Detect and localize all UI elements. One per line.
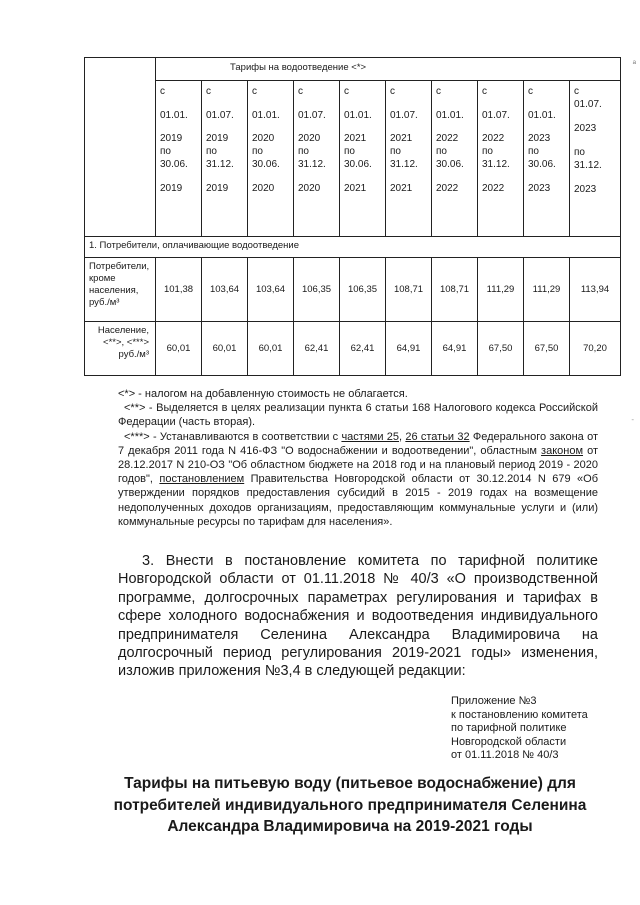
resolution-link[interactable]: постановлением xyxy=(159,473,245,486)
regional-law-link[interactable]: законом xyxy=(541,444,584,457)
footnote-1: <*> - налогом на добавленную стоимость не облагается. xyxy=(118,388,408,400)
period-cell: с 01.01. 2019 по 30.06. 2019 xyxy=(156,81,202,237)
footnote-2: <**> - Выделяется в целях реализации пункта 6 статьи 168 Налогового кодекса Российской Федерации (часть вторая). xyxy=(118,402,598,429)
period-row xyxy=(85,81,621,237)
period-cell: с 01.01. 2021 по 30.06. 2021 xyxy=(340,81,386,237)
value-cell: 101,38 xyxy=(156,258,202,322)
value-cell: 67,50 xyxy=(524,322,570,376)
value-cell: 67,50 xyxy=(478,322,524,376)
value-cell: 103,64 xyxy=(202,258,248,322)
appendix-line: к постановлению комитета xyxy=(451,708,588,721)
document-title xyxy=(100,773,600,838)
value-cell: 103,64 xyxy=(248,258,294,322)
value-cell: 106,35 xyxy=(340,258,386,322)
value-cell: 108,71 xyxy=(386,258,432,322)
section-label: 1. Потребители, оплачивающие водоотведение xyxy=(85,237,621,258)
value-cell: 111,29 xyxy=(478,258,524,322)
value-cell: 62,41 xyxy=(294,322,340,376)
table-row xyxy=(85,258,621,322)
margin-mark: - xyxy=(631,415,634,424)
title-line: потребителей индивидуального предпринимателя Селенина xyxy=(113,796,587,814)
title-line: Тарифы на питьевую воду (питьевое водоснабжение) для xyxy=(124,775,576,792)
value-cell: 60,01 xyxy=(202,322,248,376)
blank-corner-cell xyxy=(85,58,156,237)
appendix-line: по тарифной политике xyxy=(451,722,567,735)
period-cell: с 01.01. 2022 по 30.06. 2022 xyxy=(432,81,478,237)
law-link-parts-25[interactable]: частями 25 xyxy=(341,430,400,443)
appendix-line: Новгородской области xyxy=(451,735,567,748)
value-cell: 108,71 xyxy=(432,258,478,322)
appendix-note xyxy=(451,695,588,763)
period-cell: с 01.01. 2023 по 30.06. 2023 xyxy=(524,81,570,237)
value-cell: 64,91 xyxy=(386,322,432,376)
value-cell: 62,41 xyxy=(340,322,386,376)
value-cell: 106,35 xyxy=(294,258,340,322)
value-cell: 60,01 xyxy=(156,322,202,376)
title-line: Александра Владимировича на 2019-2021 годы xyxy=(167,818,533,835)
value-cell: 64,91 xyxy=(432,322,478,376)
tariff-table xyxy=(84,57,621,376)
row-label: Население, <**>, <***> руб./м³ xyxy=(85,322,156,376)
value-cell: 113,94 xyxy=(570,258,621,322)
appendix-line: от 01.11.2018 № 40/3 xyxy=(451,749,559,762)
value-cell: 111,29 xyxy=(524,258,570,322)
value-cell: 60,01 xyxy=(248,322,294,376)
footnote-3: <***> - Устанавливаются в соответствии с частями 25, 26 статьи 32 Федерального закона от 7 декабря 2011 года N 416-ФЗ "О водоснабжении и водоотведении", областным законом от 28.12.2017 N 210-ОЗ "Об областном бюджете на 2018 год и на плановый период 2019 - 2020 годов", постановлением Правительства Новгородской области от 30.12.2014 N 679 «Об утверждении порядков предоставления субсидий в 2015 - 2019 годах на возмещение недополученных доходов организациям, предоставляющим коммунальные услуги и (или) коммунальные ресурсы по тарифам для населения». xyxy=(118,430,598,528)
period-cell: с 01.07. 2021 по 31.12. 2021 xyxy=(386,81,432,237)
table-header-title: Тарифы на водоотведение <*> xyxy=(156,58,621,81)
footnotes xyxy=(118,387,598,529)
row-label: Потребители, кроме населения, руб./м³ xyxy=(85,258,156,322)
table-row xyxy=(85,322,621,376)
amendment-paragraph: 3. Внести в постановление комитета по тарифной политике Новгородской области от 01.11.2018 № 40/3 «О производственной программе, долгосрочных параметрах регулирования и тарифах в сфере холодного водоснабжения и водоотведения индивидуального предпринимателя Селенина Александра Владимировича на долгосрочный период регулирования 2019-2021 годы» изменения, изложив приложения №3,4 в следующей редакции: xyxy=(118,553,598,680)
appendix-line: Приложение №3 xyxy=(451,695,537,707)
period-cell: с 01.07. 2023 по 31.12. 2023 xyxy=(570,81,621,237)
section-row xyxy=(85,237,621,258)
value-cell: 70,20 xyxy=(570,322,621,376)
period-cell: с 01.07. 2019 по 31.12. 2019 xyxy=(202,81,248,237)
period-cell: с 01.07. 2020 по 31.12. 2020 xyxy=(294,81,340,237)
period-cell: с 01.01. 2020 по 30.06. 2020 xyxy=(248,81,294,237)
period-cell: с 01.07. 2022 по 31.12. 2022 xyxy=(478,81,524,237)
law-link-article-32[interactable]: 26 статьи 32 xyxy=(405,430,470,443)
margin-mark: ᵃ xyxy=(632,58,636,68)
table-header-row xyxy=(85,58,621,81)
